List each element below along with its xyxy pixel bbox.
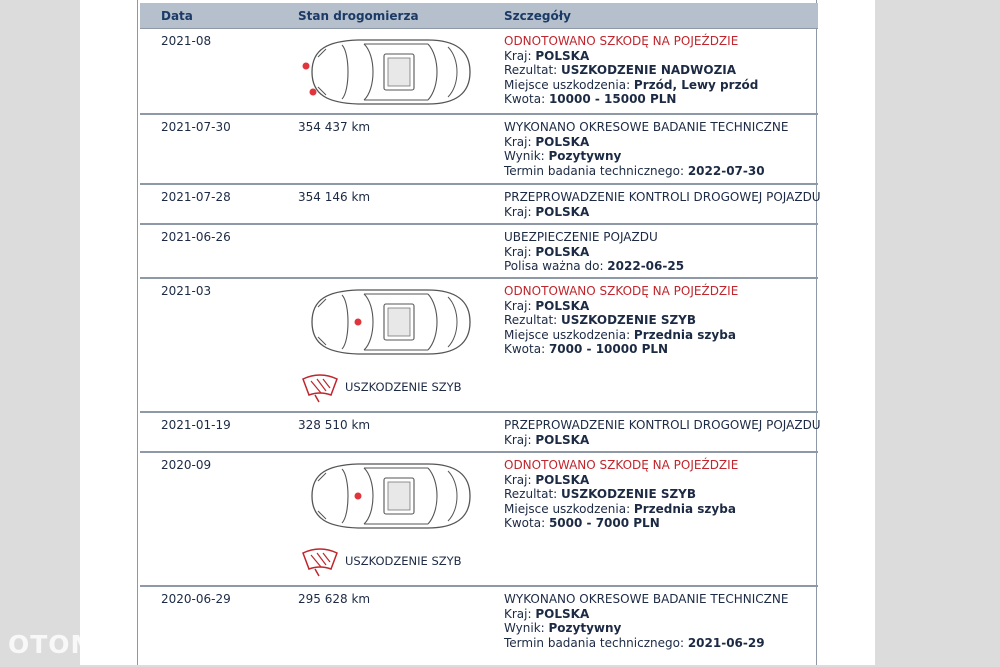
- glass-damage-label: USZKODZENIE SZYB: [345, 554, 462, 568]
- row-odometer: 295 628 km: [298, 592, 371, 606]
- table-row: [140, 279, 818, 413]
- event-title: WYKONANO OKRESOWE BADANIE TECHNICZNE: [504, 120, 789, 134]
- row-odometer: 328 510 km: [298, 418, 371, 432]
- table-row: [140, 29, 818, 115]
- row-date: 2021-07-30: [161, 120, 231, 134]
- windshield-icon: [301, 545, 339, 577]
- detail-line: Kraj: POLSKA: [504, 472, 590, 487]
- damage-dot-front-left: [310, 89, 317, 96]
- car-top-view-icon: [298, 459, 474, 533]
- row-odometer: 354 146 km: [298, 190, 371, 204]
- row-date: 2021-08: [161, 34, 212, 48]
- row-details: [504, 418, 821, 447]
- detail-line: Kraj: POLSKA: [504, 432, 590, 447]
- detail-line: Wynik: Pozytywny: [504, 621, 622, 636]
- windshield-icon: [301, 371, 339, 403]
- row-details: [504, 284, 738, 357]
- detail-line: Kwota: 5000 - 7000 PLN: [504, 516, 660, 531]
- table-row: [140, 453, 818, 587]
- car-damage-diagram: [298, 285, 474, 359]
- detail-line: Rezultat: USZKODZENIE SZYB: [504, 313, 697, 328]
- event-title: WYKONANO OKRESOWE BADANIE TECHNICZNE: [504, 592, 789, 606]
- damage-dot-windshield: [355, 319, 362, 326]
- detail-line: Rezultat: USZKODZENIE NADWOZIA: [504, 63, 737, 78]
- table-row: [140, 115, 818, 185]
- damage-dot-windshield: [355, 493, 362, 500]
- detail-line: Miejsce uszkodzenia: Przednia szyba: [504, 327, 736, 342]
- detail-line: Kwota: 10000 - 15000 PLN: [504, 92, 677, 107]
- row-date: 2021-01-19: [161, 418, 231, 432]
- detail-line: Kraj: POLSKA: [504, 606, 590, 621]
- detail-line: Polisa ważna do: 2022-06-25: [504, 259, 685, 274]
- detail-line: Miejsce uszkodzenia: Przód, Lewy przód: [504, 77, 759, 92]
- row-details: [504, 34, 758, 107]
- header-date: Data: [161, 9, 193, 23]
- history-table: [140, 3, 821, 667]
- row-date: 2020-06-29: [161, 592, 231, 606]
- table-row: [140, 587, 818, 667]
- detail-line: Kraj: POLSKA: [504, 134, 590, 149]
- event-title: ODNOTOWANO SZKODĘ NA POJEŹDZIE: [504, 34, 739, 48]
- row-date: 2021-07-28: [161, 190, 231, 204]
- row-details: [504, 230, 684, 274]
- detail-line: Kraj: POLSKA: [504, 244, 590, 259]
- header-odometer: Stan drogomierza: [298, 9, 419, 23]
- header-details: Szczegóły: [504, 9, 571, 23]
- car-damage-diagram: [298, 459, 474, 533]
- detail-line: Kraj: POLSKA: [504, 298, 590, 313]
- row-details: [504, 120, 788, 178]
- detail-line: Kraj: POLSKA: [504, 48, 590, 63]
- row-odometer: 354 437 km: [298, 120, 371, 134]
- row-date: 2021-06-26: [161, 230, 231, 244]
- table-row: [140, 185, 821, 225]
- glass-damage-label: USZKODZENIE SZYB: [345, 380, 462, 394]
- car-top-view-icon: [298, 285, 474, 359]
- detail-line: Kwota: 7000 - 10000 PLN: [504, 342, 669, 357]
- detail-line: Kraj: POLSKA: [504, 204, 590, 219]
- event-title: PRZEPROWADZENIE KONTROLI DROGOWEJ POJAZDU: [504, 190, 821, 204]
- row-details: [504, 458, 738, 531]
- table-header: [140, 3, 818, 29]
- event-title: ODNOTOWANO SZKODĘ NA POJEŹDZIE: [504, 284, 739, 298]
- row-date: 2021-03: [161, 284, 212, 298]
- damage-dot-front: [303, 63, 310, 70]
- watermark-logo: OTOMOTO: [8, 630, 159, 659]
- row-date: 2020-09: [161, 458, 212, 472]
- table-row: [140, 413, 821, 453]
- detail-line: Rezultat: USZKODZENIE SZYB: [504, 487, 697, 502]
- event-title: UBEZPIECZENIE POJAZDU: [504, 230, 658, 244]
- event-title: ODNOTOWANO SZKODĘ NA POJEŹDZIE: [504, 458, 739, 472]
- damage-markers: [298, 35, 474, 109]
- detail-line: Wynik: Pozytywny: [504, 149, 622, 164]
- glass-damage-indicator: [301, 371, 471, 405]
- detail-line: Miejsce uszkodzenia: Przednia szyba: [504, 501, 736, 516]
- event-title: PRZEPROWADZENIE KONTROLI DROGOWEJ POJAZDU: [504, 418, 821, 432]
- row-details: [504, 592, 788, 650]
- detail-line: Termin badania technicznego: 2021-06-29: [504, 635, 765, 650]
- table-row: [140, 225, 818, 279]
- detail-line: Termin badania technicznego: 2022-07-30: [504, 163, 765, 178]
- row-details: [504, 190, 821, 219]
- glass-damage-indicator: [301, 545, 471, 579]
